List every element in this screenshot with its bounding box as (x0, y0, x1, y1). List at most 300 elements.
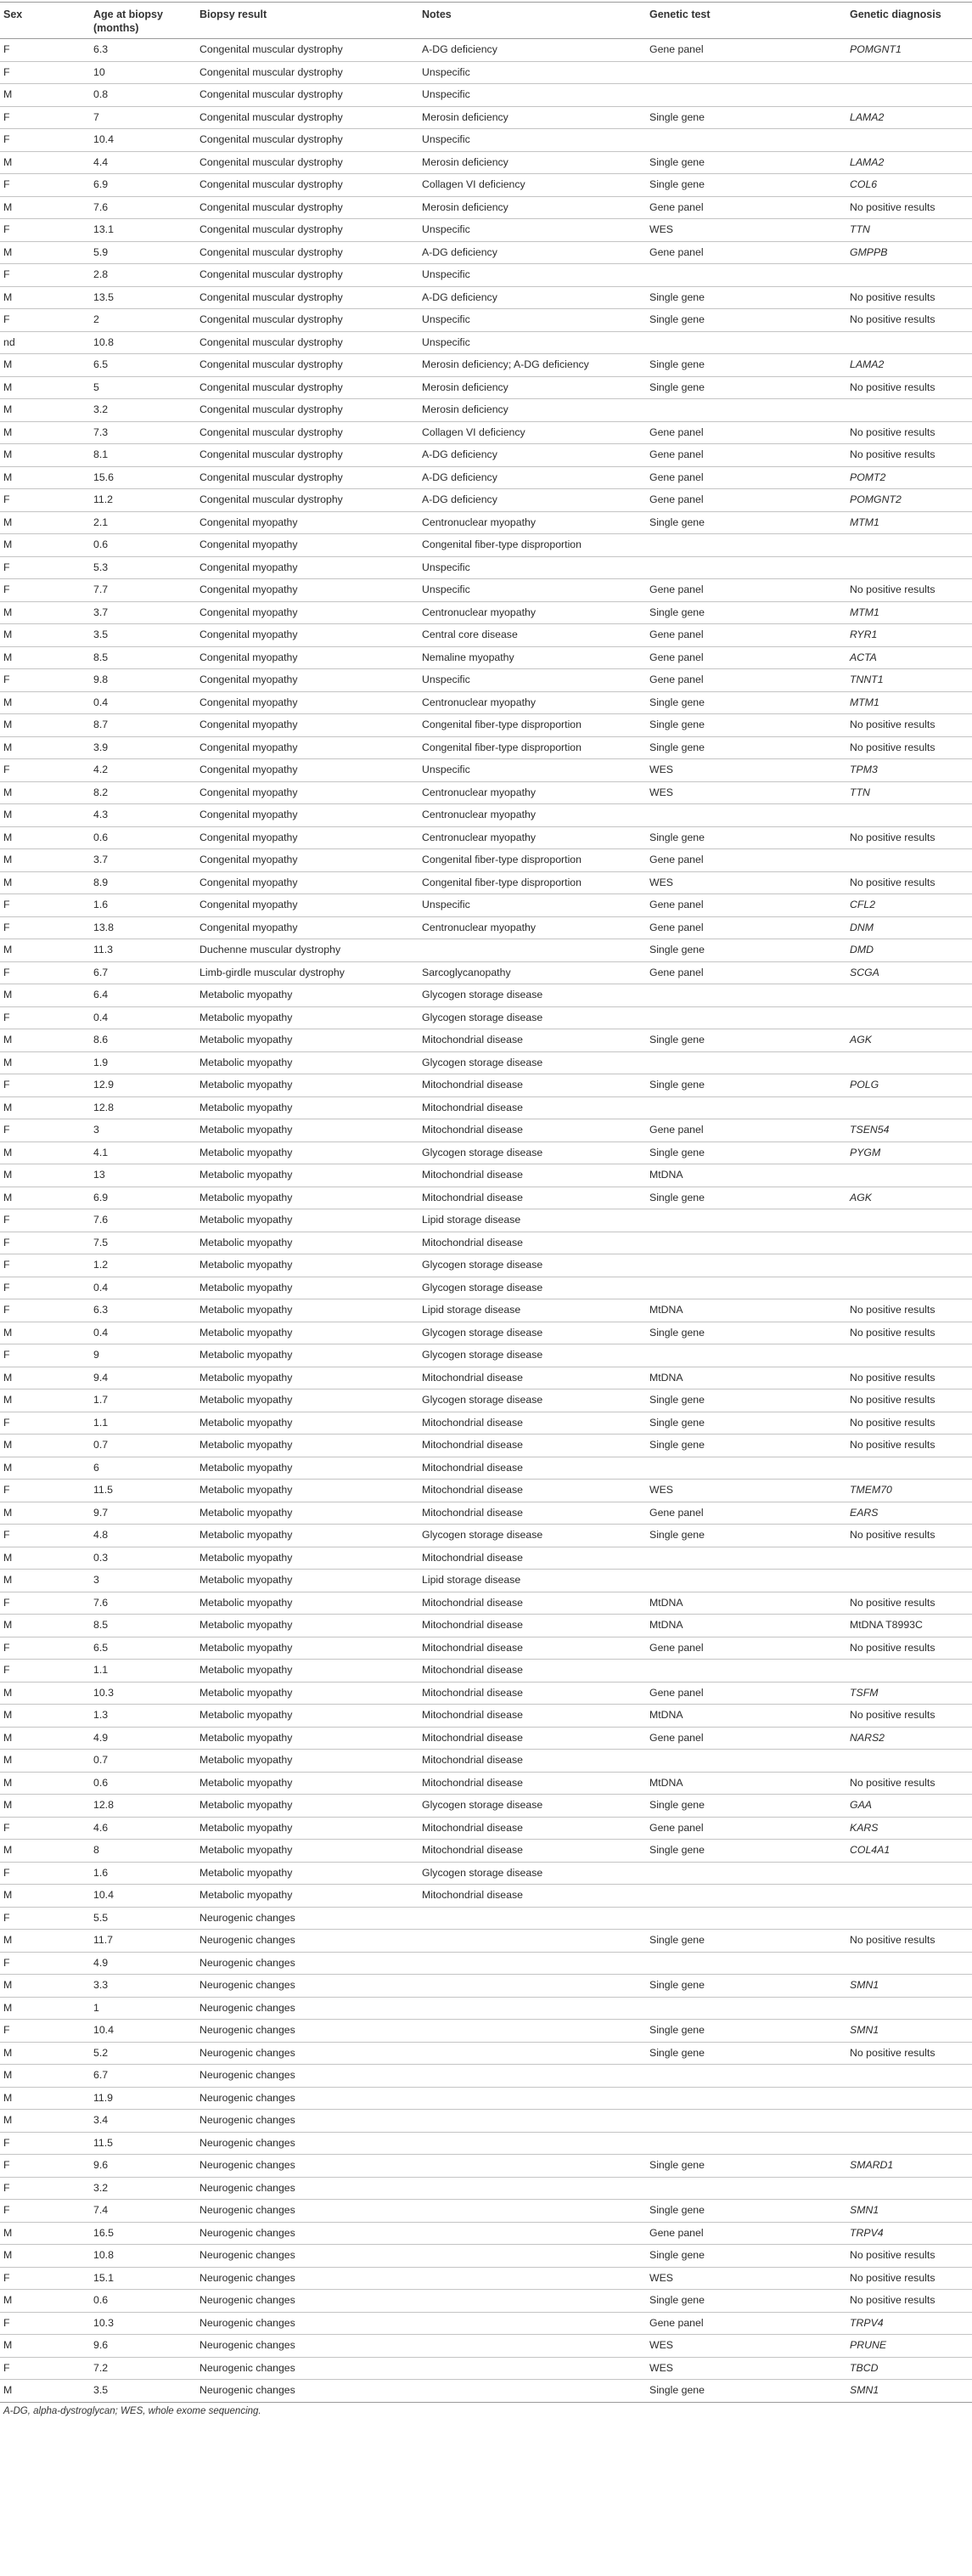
cell-genetic-diagnosis: ACTA (846, 646, 972, 669)
cell-biopsy-result: Neurogenic changes (196, 2290, 419, 2313)
cell-age: 9.6 (90, 2155, 196, 2178)
cell-genetic-test: Single gene (646, 826, 846, 849)
cell-genetic-test (646, 61, 846, 84)
cell-notes (419, 2087, 646, 2110)
cell-age: 7.6 (90, 196, 196, 219)
cell-biopsy-result: Metabolic myopathy (196, 1795, 419, 1818)
cell-genetic-diagnosis: TTN (846, 781, 972, 804)
cell-age: 12.8 (90, 1096, 196, 1119)
table-row (0, 1615, 972, 1637)
col-notes: Notes (419, 3, 646, 39)
cell-genetic-diagnosis: PYGM (846, 1141, 972, 1164)
cell-genetic-diagnosis (846, 1277, 972, 1299)
cell-genetic-test (646, 331, 846, 354)
cell-genetic-test: Single gene (646, 691, 846, 714)
cell-sex: M (0, 1840, 90, 1863)
cell-biopsy-result: Neurogenic changes (196, 1975, 419, 1998)
cell-sex: F (0, 106, 90, 129)
cell-genetic-test (646, 2177, 846, 2200)
cell-age: 1.2 (90, 1254, 196, 1277)
cell-biopsy-result: Neurogenic changes (196, 2312, 419, 2335)
cell-genetic-diagnosis (846, 556, 972, 579)
cell-sex: M (0, 1029, 90, 1052)
cell-notes: Mitochondrial disease (419, 1750, 646, 1773)
table-row (0, 1817, 972, 1840)
cell-biopsy-result: Metabolic myopathy (196, 1141, 419, 1164)
cell-age: 10 (90, 61, 196, 84)
cell-genetic-diagnosis (846, 1209, 972, 1232)
cell-notes: Unspecific (419, 129, 646, 152)
cell-genetic-diagnosis (846, 1051, 972, 1074)
cell-age: 0.4 (90, 1006, 196, 1029)
cell-biopsy-result: Congenital myopathy (196, 894, 419, 917)
cell-age: 13.5 (90, 286, 196, 309)
cell-notes: Lipid storage disease (419, 1570, 646, 1592)
cell-sex: M (0, 646, 90, 669)
cell-notes: Unspecific (419, 264, 646, 287)
table-row (0, 264, 972, 287)
cell-genetic-diagnosis (846, 129, 972, 152)
cell-age: 3 (90, 1570, 196, 1592)
cell-genetic-test: MtDNA (646, 1164, 846, 1187)
cell-biopsy-result: Neurogenic changes (196, 2357, 419, 2380)
cell-genetic-diagnosis (846, 1660, 972, 1683)
cell-age: 6.9 (90, 1187, 196, 1209)
cell-genetic-test: Gene panel (646, 1682, 846, 1705)
cell-genetic-diagnosis (846, 804, 972, 827)
cell-sex: M (0, 1930, 90, 1953)
cell-notes: A-DG deficiency (419, 39, 646, 62)
cell-sex: F (0, 1907, 90, 1930)
cell-sex: M (0, 1997, 90, 2020)
cell-genetic-test (646, 1344, 846, 1367)
cell-biopsy-result: Limb-girdle muscular dystrophy (196, 961, 419, 984)
cell-genetic-diagnosis: No positive results (846, 2042, 972, 2065)
cell-age: 13.8 (90, 916, 196, 939)
cell-biopsy-result: Congenital muscular dystrophy (196, 421, 419, 444)
cell-biopsy-result: Metabolic myopathy (196, 1367, 419, 1389)
cell-genetic-test: WES (646, 1480, 846, 1502)
cell-notes: Collagen VI deficiency (419, 174, 646, 197)
cell-sex: M (0, 1435, 90, 1457)
table-row (0, 286, 972, 309)
cell-biopsy-result: Metabolic myopathy (196, 1682, 419, 1705)
cell-genetic-test (646, 1660, 846, 1683)
cell-genetic-diagnosis: GAA (846, 1795, 972, 1818)
cell-age: 0.8 (90, 84, 196, 107)
cell-age: 10.8 (90, 2245, 196, 2268)
cell-genetic-test: Gene panel (646, 241, 846, 264)
cell-age: 4.1 (90, 1141, 196, 1164)
cell-notes (419, 2020, 646, 2043)
cell-biopsy-result: Congenital muscular dystrophy (196, 129, 419, 152)
cell-biopsy-result: Metabolic myopathy (196, 1817, 419, 1840)
table-row (0, 1277, 972, 1299)
cell-genetic-test: Gene panel (646, 1502, 846, 1525)
cell-genetic-diagnosis (846, 1885, 972, 1908)
cell-notes (419, 2042, 646, 2065)
cell-biopsy-result: Congenital muscular dystrophy (196, 151, 419, 174)
cell-genetic-diagnosis: TPM3 (846, 759, 972, 782)
cell-notes: Congenital fiber-type disproportion (419, 714, 646, 737)
cell-notes: Glycogen storage disease (419, 1141, 646, 1164)
cell-biopsy-result: Congenital myopathy (196, 534, 419, 557)
cell-genetic-test (646, 2132, 846, 2155)
cell-notes: Unspecific (419, 309, 646, 332)
cell-age: 8.7 (90, 714, 196, 737)
cell-genetic-diagnosis: No positive results (846, 871, 972, 894)
cell-genetic-test (646, 1952, 846, 1975)
cell-age: 9.8 (90, 669, 196, 692)
cell-genetic-diagnosis: No positive results (846, 444, 972, 467)
cell-genetic-test (646, 1051, 846, 1074)
cell-age: 5 (90, 376, 196, 399)
cell-genetic-diagnosis: TRPV4 (846, 2312, 972, 2335)
cell-sex: F (0, 2177, 90, 2200)
cell-sex: M (0, 1682, 90, 1705)
cell-genetic-diagnosis: LAMA2 (846, 151, 972, 174)
cell-notes (419, 2380, 646, 2403)
table-row (0, 1096, 972, 1119)
cell-biopsy-result: Metabolic myopathy (196, 1412, 419, 1435)
table-row (0, 1750, 972, 1773)
table-row (0, 309, 972, 332)
table-row (0, 984, 972, 1007)
cell-sex: M (0, 534, 90, 557)
cell-genetic-diagnosis (846, 2177, 972, 2200)
cell-age: 1.1 (90, 1660, 196, 1683)
cell-age: 11.5 (90, 2132, 196, 2155)
cell-age: 7.2 (90, 2357, 196, 2380)
cell-biopsy-result: Metabolic myopathy (196, 1435, 419, 1457)
cell-sex: F (0, 1232, 90, 1254)
table-row (0, 2357, 972, 2380)
cell-genetic-test: Single gene (646, 1435, 846, 1457)
cell-notes: Mitochondrial disease (419, 1232, 646, 1254)
cell-age: 6.7 (90, 961, 196, 984)
cell-sex: F (0, 2267, 90, 2290)
cell-genetic-test: Single gene (646, 2200, 846, 2223)
cell-biopsy-result: Metabolic myopathy (196, 1209, 419, 1232)
cell-genetic-diagnosis: GMPPB (846, 241, 972, 264)
cell-genetic-diagnosis (846, 2110, 972, 2133)
cell-genetic-test: Single gene (646, 2020, 846, 2043)
table-row (0, 871, 972, 894)
cell-genetic-diagnosis: No positive results (846, 579, 972, 602)
cell-genetic-test: Single gene (646, 1525, 846, 1547)
cell-genetic-test: Gene panel (646, 624, 846, 647)
cell-sex: M (0, 1570, 90, 1592)
cell-notes: Mitochondrial disease (419, 1772, 646, 1795)
table-row (0, 399, 972, 422)
cell-genetic-diagnosis: TBCD (846, 2357, 972, 2380)
cell-sex: F (0, 129, 90, 152)
cell-genetic-diagnosis (846, 1862, 972, 1885)
cell-genetic-diagnosis (846, 1952, 972, 1975)
cell-notes: Lipid storage disease (419, 1299, 646, 1322)
cell-genetic-test: Single gene (646, 354, 846, 377)
cell-age: 1.1 (90, 1412, 196, 1435)
cell-genetic-diagnosis: No positive results (846, 736, 972, 759)
cell-age: 6.3 (90, 1299, 196, 1322)
cell-genetic-diagnosis (846, 534, 972, 557)
cell-genetic-test: Single gene (646, 1840, 846, 1863)
cell-biopsy-result: Metabolic myopathy (196, 1525, 419, 1547)
cell-age: 8.5 (90, 646, 196, 669)
cell-notes: Mitochondrial disease (419, 1592, 646, 1615)
cell-age: 6.5 (90, 354, 196, 377)
cell-biopsy-result: Congenital myopathy (196, 736, 419, 759)
cell-notes (419, 1975, 646, 1998)
cell-biopsy-result: Congenital myopathy (196, 849, 419, 872)
cell-sex: M (0, 376, 90, 399)
cell-biopsy-result: Congenital muscular dystrophy (196, 466, 419, 489)
cell-age: 3.3 (90, 1975, 196, 1998)
cell-genetic-diagnosis: No positive results (846, 196, 972, 219)
cell-sex: M (0, 511, 90, 534)
cell-biopsy-result: Congenital muscular dystrophy (196, 331, 419, 354)
cell-age: 4.8 (90, 1525, 196, 1547)
table-header (0, 3, 972, 39)
cell-sex: M (0, 781, 90, 804)
cell-genetic-diagnosis (846, 1254, 972, 1277)
cell-age: 0.4 (90, 1322, 196, 1344)
cell-genetic-diagnosis: KARS (846, 1817, 972, 1840)
cell-notes: Unspecific (419, 556, 646, 579)
cell-genetic-diagnosis: No positive results (846, 2290, 972, 2313)
cell-sex: M (0, 1772, 90, 1795)
cell-sex: M (0, 984, 90, 1007)
table-row (0, 1299, 972, 1322)
table-row (0, 1952, 972, 1975)
cell-age: 3.4 (90, 2110, 196, 2133)
cell-biopsy-result: Metabolic myopathy (196, 1547, 419, 1570)
table-row (0, 1907, 972, 1930)
table-row (0, 129, 972, 152)
table-row (0, 2042, 972, 2065)
cell-genetic-diagnosis: No positive results (846, 1592, 972, 1615)
cell-notes (419, 2335, 646, 2358)
table-row (0, 2132, 972, 2155)
cell-sex: M (0, 826, 90, 849)
cell-genetic-diagnosis (846, 1457, 972, 1480)
cell-notes: Mitochondrial disease (419, 1705, 646, 1728)
table-row (0, 939, 972, 962)
table-row (0, 894, 972, 917)
cell-sex: M (0, 241, 90, 264)
cell-genetic-test (646, 1232, 846, 1254)
table-row (0, 1389, 972, 1412)
table-row (0, 826, 972, 849)
cell-biopsy-result: Congenital myopathy (196, 646, 419, 669)
cell-sex: F (0, 1637, 90, 1660)
cell-age: 13.1 (90, 219, 196, 242)
cell-age: 7.4 (90, 2200, 196, 2223)
cell-sex: M (0, 714, 90, 737)
cell-biopsy-result: Congenital muscular dystrophy (196, 196, 419, 219)
cell-notes: Centronuclear myopathy (419, 691, 646, 714)
cell-age: 12.8 (90, 1795, 196, 1818)
table-row (0, 376, 972, 399)
cell-biopsy-result: Metabolic myopathy (196, 1277, 419, 1299)
table-row (0, 556, 972, 579)
cell-genetic-test: Gene panel (646, 1637, 846, 1660)
table-row (0, 1502, 972, 1525)
cell-genetic-test (646, 1254, 846, 1277)
cell-genetic-diagnosis: No positive results (846, 1705, 972, 1728)
cell-age: 7.3 (90, 421, 196, 444)
cell-age: 11.5 (90, 1480, 196, 1502)
cell-genetic-diagnosis: MTM1 (846, 601, 972, 624)
table-row (0, 331, 972, 354)
cell-genetic-test: MtDNA (646, 1705, 846, 1728)
cell-notes (419, 2177, 646, 2200)
cell-genetic-diagnosis (846, 61, 972, 84)
cell-age: 3.7 (90, 601, 196, 624)
cell-age: 7.5 (90, 1232, 196, 1254)
table-row (0, 714, 972, 737)
cell-notes: Glycogen storage disease (419, 1254, 646, 1277)
cell-biopsy-result: Congenital myopathy (196, 781, 419, 804)
cell-genetic-diagnosis: AGK (846, 1187, 972, 1209)
cell-genetic-test: Gene panel (646, 444, 846, 467)
cell-genetic-diagnosis: TSEN54 (846, 1119, 972, 1142)
cell-biopsy-result: Neurogenic changes (196, 1952, 419, 1975)
cell-biopsy-result: Metabolic myopathy (196, 1164, 419, 1187)
cell-sex: M (0, 1885, 90, 1908)
cell-genetic-diagnosis: SMN1 (846, 2020, 972, 2043)
cell-biopsy-result: Metabolic myopathy (196, 1074, 419, 1097)
cell-notes: Mitochondrial disease (419, 1119, 646, 1142)
cell-genetic-test: WES (646, 2267, 846, 2290)
cell-age: 3.2 (90, 2177, 196, 2200)
cell-notes (419, 2245, 646, 2268)
cell-genetic-diagnosis: LAMA2 (846, 106, 972, 129)
cell-sex: M (0, 2380, 90, 2403)
cell-notes: Centronuclear myopathy (419, 804, 646, 827)
table-row (0, 1772, 972, 1795)
cell-biopsy-result: Metabolic myopathy (196, 1592, 419, 1615)
cell-notes: A-DG deficiency (419, 241, 646, 264)
cell-age: 1 (90, 1997, 196, 2020)
cell-genetic-test: Gene panel (646, 466, 846, 489)
cell-notes: Merosin deficiency (419, 106, 646, 129)
cell-genetic-test (646, 1750, 846, 1773)
cell-genetic-test: Single gene (646, 939, 846, 962)
cell-genetic-test: Single gene (646, 601, 846, 624)
cell-genetic-diagnosis (846, 84, 972, 107)
cell-genetic-test (646, 84, 846, 107)
table-row (0, 2200, 972, 2223)
cell-genetic-test (646, 1277, 846, 1299)
cell-genetic-test (646, 1997, 846, 2020)
table-row (0, 1051, 972, 1074)
cell-genetic-diagnosis: POMT2 (846, 466, 972, 489)
cell-biopsy-result: Metabolic myopathy (196, 1457, 419, 1480)
table-row (0, 2335, 972, 2358)
table-row (0, 1885, 972, 1908)
cell-notes: Unspecific (419, 894, 646, 917)
results-table (0, 2, 972, 2403)
cell-genetic-test (646, 1907, 846, 1930)
cell-notes (419, 2110, 646, 2133)
cell-biopsy-result: Congenital myopathy (196, 669, 419, 692)
cell-biopsy-result: Congenital muscular dystrophy (196, 264, 419, 287)
table-row (0, 916, 972, 939)
cell-biopsy-result: Neurogenic changes (196, 1997, 419, 2020)
cell-sex: F (0, 219, 90, 242)
cell-genetic-test: Gene panel (646, 894, 846, 917)
cell-biopsy-result: Metabolic myopathy (196, 1096, 419, 1119)
cell-genetic-diagnosis: No positive results (846, 1930, 972, 1953)
cell-age: 7 (90, 106, 196, 129)
cell-biopsy-result: Metabolic myopathy (196, 1705, 419, 1728)
cell-sex: M (0, 84, 90, 107)
col-age-at-biopsy: Age at biopsy (months) (90, 3, 196, 39)
cell-biopsy-result: Metabolic myopathy (196, 1119, 419, 1142)
cell-genetic-diagnosis: DNM (846, 916, 972, 939)
cell-genetic-test (646, 556, 846, 579)
cell-genetic-diagnosis: COL4A1 (846, 1840, 972, 1863)
table-row (0, 579, 972, 602)
cell-age: 0.4 (90, 691, 196, 714)
cell-age: 9.4 (90, 1367, 196, 1389)
cell-notes: Mitochondrial disease (419, 1885, 646, 1908)
cell-age: 6 (90, 1457, 196, 1480)
cell-sex: F (0, 1592, 90, 1615)
cell-biopsy-result: Metabolic myopathy (196, 1727, 419, 1750)
cell-genetic-diagnosis: No positive results (846, 1525, 972, 1547)
cell-sex: M (0, 804, 90, 827)
cell-biopsy-result: Congenital muscular dystrophy (196, 286, 419, 309)
cell-biopsy-result: Metabolic myopathy (196, 1480, 419, 1502)
cell-notes: A-DG deficiency (419, 444, 646, 467)
cell-genetic-diagnosis (846, 1006, 972, 1029)
cell-age: 9 (90, 1344, 196, 1367)
cell-sex: M (0, 1975, 90, 1998)
cell-notes: Mitochondrial disease (419, 1615, 646, 1637)
cell-genetic-test (646, 399, 846, 422)
cell-biopsy-result: Neurogenic changes (196, 1907, 419, 1930)
cell-notes: A-DG deficiency (419, 466, 646, 489)
table-row (0, 421, 972, 444)
table-row (0, 2245, 972, 2268)
table-row (0, 511, 972, 534)
cell-notes: Mitochondrial disease (419, 1096, 646, 1119)
table-row (0, 534, 972, 557)
cell-sex: M (0, 2290, 90, 2313)
cell-sex: M (0, 1389, 90, 1412)
cell-sex: F (0, 61, 90, 84)
col-sex: Sex (0, 3, 90, 39)
cell-notes: Mitochondrial disease (419, 1547, 646, 1570)
cell-biopsy-result: Congenital muscular dystrophy (196, 61, 419, 84)
cell-biopsy-result: Metabolic myopathy (196, 1862, 419, 1885)
table-row (0, 2290, 972, 2313)
cell-age: 0.7 (90, 1435, 196, 1457)
cell-biopsy-result: Metabolic myopathy (196, 1772, 419, 1795)
cell-genetic-diagnosis: No positive results (846, 1435, 972, 1457)
cell-sex: F (0, 961, 90, 984)
cell-genetic-test: MtDNA (646, 1772, 846, 1795)
cell-sex: M (0, 2222, 90, 2245)
cell-sex: nd (0, 331, 90, 354)
cell-age: 0.6 (90, 534, 196, 557)
cell-sex: F (0, 1660, 90, 1683)
cell-genetic-test (646, 1209, 846, 1232)
cell-age: 5.9 (90, 241, 196, 264)
cell-age: 8.2 (90, 781, 196, 804)
